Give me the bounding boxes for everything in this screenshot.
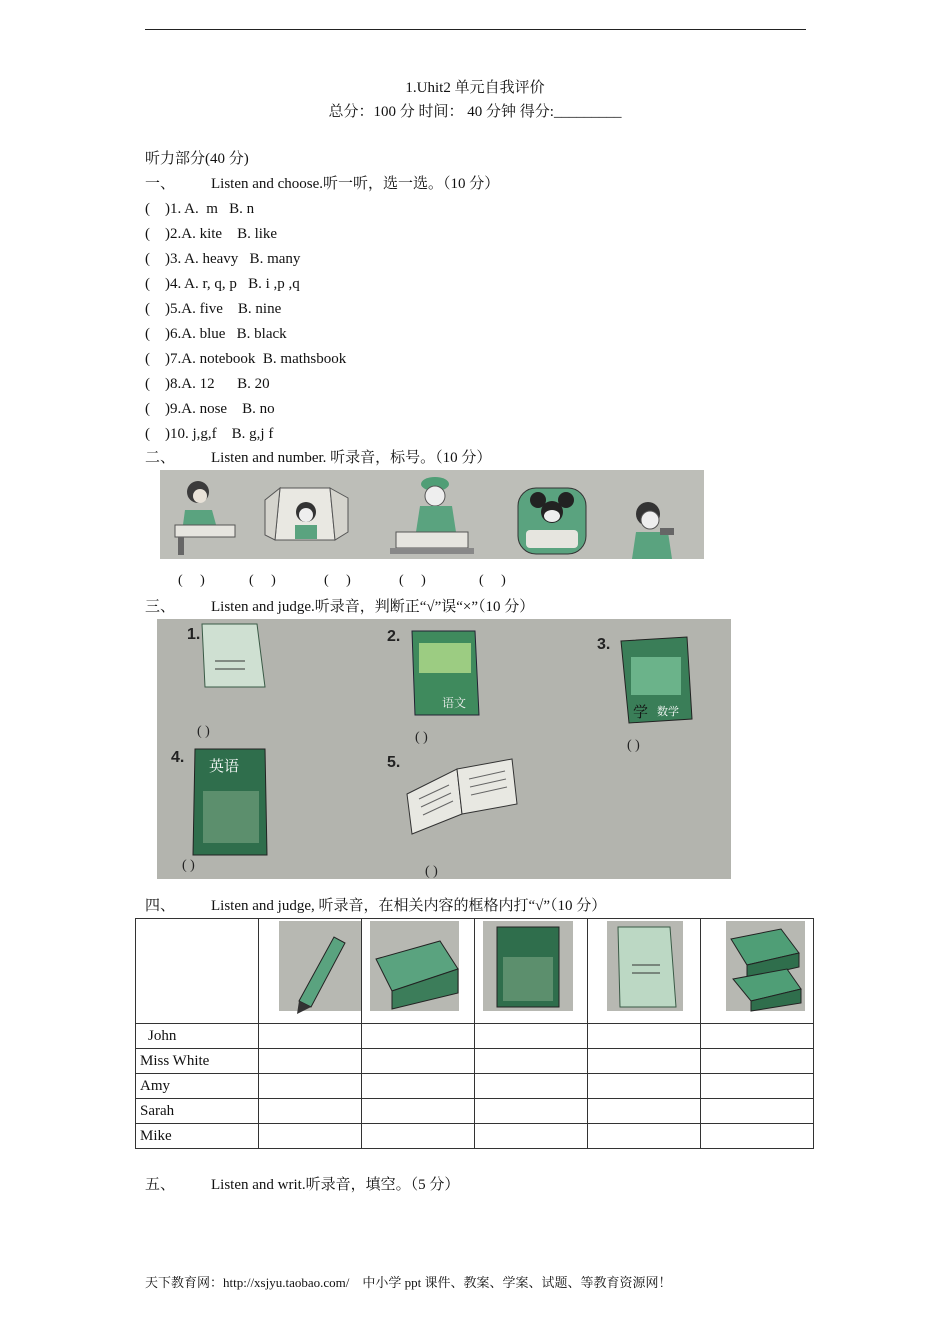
table-books-cell <box>701 919 814 1024</box>
notebook-book-icon <box>202 624 265 687</box>
number-blank-1[interactable]: ( ) <box>178 573 205 588</box>
tick-cell[interactable] <box>701 1049 814 1074</box>
tick-cell[interactable] <box>362 1124 475 1149</box>
choose-item-6: ( )6.A. blue B. black <box>145 326 287 342</box>
section-2-heading <box>145 449 491 467</box>
maths-book-icon <box>621 637 692 723</box>
judge-label-2: 2. <box>387 628 401 645</box>
table-row <box>136 1124 814 1149</box>
girl-in-window-icon <box>265 488 348 540</box>
chinese-book-text: 语文 <box>442 696 467 710</box>
section-1-number: 一、 <box>145 176 176 192</box>
maths-char: 学 <box>633 703 649 721</box>
tick-cell[interactable] <box>475 1074 588 1099</box>
choose-item-9: ( )9.A. nose B. no <box>145 401 275 417</box>
tick-cell[interactable] <box>259 1074 362 1099</box>
tick-cell[interactable] <box>588 1024 701 1049</box>
student-name: Sarah <box>136 1099 259 1124</box>
choose-item-4: ( )4. A. r, q, p B. i ,p ,q <box>145 276 300 292</box>
judge-blank-5: ( ) <box>425 864 438 879</box>
table-row <box>136 1074 814 1099</box>
tick-cell[interactable] <box>588 1099 701 1124</box>
table-pen-cell <box>259 919 362 1024</box>
maths-book-text: 数学 <box>657 705 679 718</box>
table-corner-cell <box>136 919 259 1024</box>
table-maths-book-cell <box>588 919 701 1024</box>
judge-label-5: 5. <box>387 754 401 771</box>
table-row <box>136 1024 814 1049</box>
tick-cell[interactable] <box>362 1049 475 1074</box>
english-book-text: 英语 <box>209 757 240 775</box>
section-1-text: Listen and choose.听一听，选一选。（10 分） <box>211 176 500 192</box>
tick-cell[interactable] <box>588 1049 701 1074</box>
section-2-number: 二、 <box>145 450 176 466</box>
choose-item-3: ( )3. A. heavy B. many <box>145 251 301 267</box>
student-name: Miss White <box>136 1049 259 1074</box>
top-rule <box>145 29 806 30</box>
pencil-box-icon <box>362 919 474 1018</box>
number-pictures-illustration <box>160 470 704 559</box>
tick-cell[interactable] <box>259 1099 362 1124</box>
choose-item-2: ( )2.A. kite B. like <box>145 226 278 242</box>
page-footer: 天下教育网：http://xsjyu.taobao.com/ 中小学 ppt 课件、教案、学案、试题、等教育资源网！ <box>145 1275 672 1290</box>
choose-item-8: ( )8.A. 12 B. 20 <box>145 376 270 392</box>
score-line: 总分：100 分 时间： 40 分钟 得分:_________ <box>328 104 622 120</box>
tick-cell[interactable] <box>701 1074 814 1099</box>
english-book-icon <box>475 919 587 1018</box>
section-3-text: Listen and judge.听录音，判断正“√”误“×”（10 分） <box>211 599 535 615</box>
section-4-number: 四、 <box>145 898 176 914</box>
tick-cell[interactable] <box>259 1124 362 1149</box>
table-english-book-cell <box>475 919 588 1024</box>
choose-item-1: ( )1. A. m B. n <box>145 201 255 217</box>
section-2-text: Listen and number. 听录音，标号。（10 分） <box>211 450 492 466</box>
section-5-number: 五、 <box>145 1177 176 1193</box>
section-3-heading <box>145 598 534 616</box>
english-book-icon <box>193 749 267 855</box>
section-3-number: 三、 <box>145 599 176 615</box>
maths-book-icon <box>588 919 700 1018</box>
judge-books-photo <box>157 619 731 879</box>
tick-cell[interactable] <box>701 1124 814 1149</box>
number-blank-3[interactable]: ( ) <box>324 573 351 588</box>
section-1-heading <box>145 175 499 193</box>
tick-cell[interactable] <box>588 1124 701 1149</box>
student-name: Mike <box>136 1124 259 1149</box>
section-5-heading <box>145 1176 459 1194</box>
number-pictures-photo <box>160 470 704 559</box>
tick-cell[interactable] <box>362 1099 475 1124</box>
tick-cell[interactable] <box>475 1024 588 1049</box>
section-5-text: Listen and writ.听录音，填空。（5 分） <box>211 1177 460 1193</box>
mickey-bag-icon <box>518 488 586 554</box>
table-row <box>136 1049 814 1074</box>
chinese-book-icon <box>412 631 479 715</box>
tick-cell[interactable] <box>475 1124 588 1149</box>
section-4-heading <box>145 897 606 915</box>
judge-blank-1: ( ) <box>197 724 210 739</box>
tick-cell[interactable] <box>259 1024 362 1049</box>
judge-books-illustration <box>157 619 731 879</box>
tick-cell[interactable] <box>362 1024 475 1049</box>
judge-label-1: 1. <box>187 626 201 643</box>
judge-blank-3: ( ) <box>627 738 640 753</box>
judge-table <box>135 918 814 1149</box>
pen-icon <box>259 919 361 1018</box>
listening-heading: 听力部分(40 分) <box>145 151 249 167</box>
number-blank-4[interactable]: ( ) <box>399 573 426 588</box>
number-blank-5[interactable]: ( ) <box>479 573 506 588</box>
choose-item-10: ( )10. j,g,f B. g,j f <box>145 426 274 442</box>
section-4-text: Listen and judge, 听录音，在相关内容的框格内打“√”（10 分） <box>211 898 607 914</box>
tick-cell[interactable] <box>259 1049 362 1074</box>
tick-cell[interactable] <box>588 1074 701 1099</box>
table-header-row <box>136 919 814 1024</box>
table-pencil-box-cell <box>362 919 475 1024</box>
tick-cell[interactable] <box>701 1099 814 1124</box>
number-blank-2[interactable]: ( ) <box>249 573 276 588</box>
choose-item-5: ( )5.A. five B. nine <box>145 301 282 317</box>
worksheet-title: 1.Uhit2 单元自我评价 <box>405 80 545 96</box>
judge-blank-2: ( ) <box>415 730 428 745</box>
table-row <box>136 1099 814 1124</box>
student-name: John <box>136 1024 259 1049</box>
books-icon <box>701 919 813 1018</box>
judge-blank-4: ( ) <box>182 858 195 873</box>
tick-cell[interactable] <box>701 1024 814 1049</box>
judge-label-3: 3. <box>597 636 611 653</box>
student-name: Amy <box>136 1074 259 1099</box>
tick-cell[interactable] <box>475 1049 588 1074</box>
choose-item-7: ( )7.A. notebook B. mathsbook <box>145 351 347 367</box>
tick-cell[interactable] <box>475 1099 588 1124</box>
judge-label-4: 4. <box>171 749 185 766</box>
tick-cell[interactable] <box>362 1074 475 1099</box>
